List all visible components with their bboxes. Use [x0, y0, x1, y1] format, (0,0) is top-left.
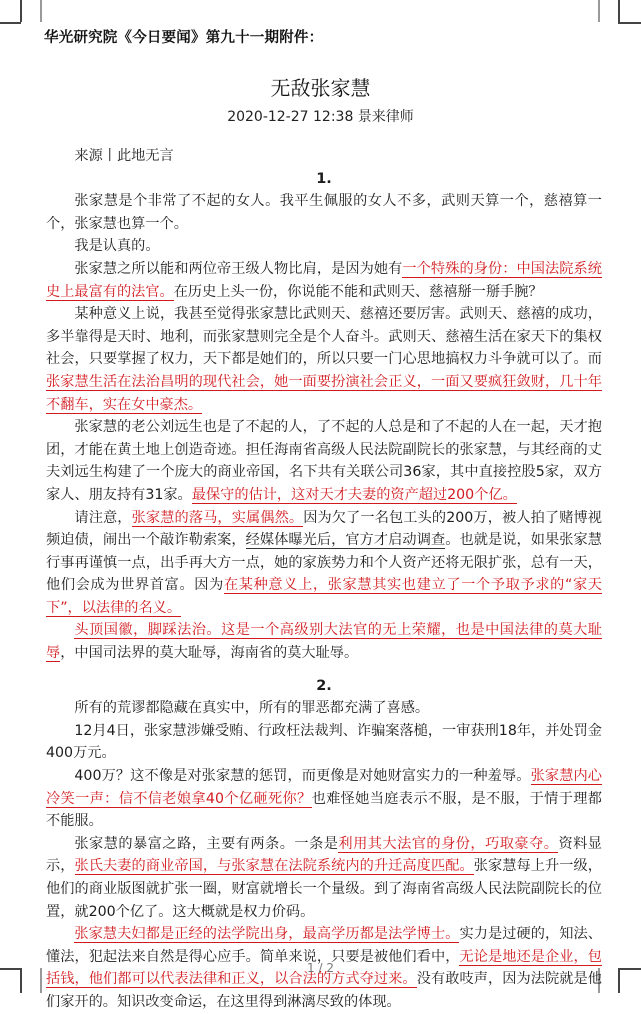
paragraph: 头顶国徽，脚踩法治。这是一个高级别大法官的无上荣耀，也是中国法律的莫大耻辱，中国司法界的莫大耻辱，海南省的莫大耻辱。: [46, 622, 602, 662]
page-number: 1 / 2: [307, 961, 334, 975]
paragraph: 张家慧的老公刘远生也是了不起的人，了不起的人总是和了不起的人在一起，天才抱团，才能在黄土地上创造奇迹。担任海南省高级人民法院副院长的张家慧，与其经商的丈夫刘远生构建了一个庞大的商业帝国，名下共有关联公司36家，其中直接控股5家，双方家人、朋友持有31家。最保守的估计，这对天才夫妻的资产超过200个亿。: [46, 419, 602, 503]
paragraph: 所有的荒谬都隐藏在真实中，所有的罪恶都充满了喜感。: [74, 700, 430, 717]
article-body: [46, 145, 602, 1014]
crop-mark-tr-h: [618, 22, 641, 24]
crop-mark-tl: [20, 0, 22, 22]
crop-mark-tr: [618, 0, 620, 22]
highlight-text: 头顶国徽，脚踩法治。这是一个高级别大法官的无上荣耀，也是中国法律的莫大耻辱: [46, 622, 602, 662]
paragraph: 400万？这不像是对张家慧的惩罚，而更像是对她财富实力的一种羞辱。张家慧内心冷笑一声：信不信老娘拿40个亿砸死你？也难怪她当庭表示不服，是不服，于情于理都不能服。: [46, 768, 602, 830]
highlight-text: 张家慧内心冷笑一声：信不信老娘拿40个亿砸死你？: [46, 768, 602, 807]
highlight-text: 张家慧夫妇都是正经的法学院出身，最高学历都是法学博士。: [74, 926, 460, 943]
paragraph: 我是认真的。: [74, 238, 160, 255]
source-line: 来源丨此地无言: [74, 148, 174, 164]
crop-mark-tl2: [40, 0, 42, 22]
paragraph: 张家慧是个非常了不起的女人。我平生佩服的女人不多，武则天算一个，慈禧算一个，张家慧也算一个。: [46, 193, 602, 232]
crop-mark-tr2: [598, 0, 600, 22]
crop-mark-tl-h: [0, 22, 21, 24]
highlight-text: 张氏夫妻的商业帝国，与张家慧在法院系统内的升迁高度匹配。: [74, 858, 474, 875]
document-header: 华光研究院《今日要闻》第九十一期附件：: [44, 30, 324, 46]
article-meta: 2020-12-27 12:38 景来律师: [227, 109, 414, 125]
paragraph: 张家慧夫妇都是正经的法学院出身，最高学历都是法学博士。实力是过硬的，知法、懂法，犯起法来自然是得心应手。简单来说，只要是被他们看中，无论是地还是企业，包括钱，他们都可以代表法律和正义，以合法的方式夺过来。没有敢吱声，因为法院就是他们家开的。知识改变命运，在这里得到淋漓尽致的体现。: [46, 926, 602, 1010]
highlight-text: 张家慧生活在法治昌明的现代社会，她一面要扮演社会正义，一面又要疯狂敛财，几十年不翻车，实在女中豪杰。: [46, 373, 602, 413]
paragraph: 12月4日，张家慧涉嫌受贿、行政枉法裁判、诈骗案落槌，一审获刑18年，并处罚金400万元。: [46, 722, 602, 762]
highlight-text: 一个特殊的身份：中国法院系统史上最富有的法官。: [46, 260, 602, 300]
highlight-text: 最保守的估计，这对天才夫妻的资产超过200个亿。: [191, 486, 517, 503]
underlined-text: 经媒体曝光后，官方才启动调查: [245, 532, 446, 549]
article-title: 无敌张家慧: [270, 76, 371, 100]
section-number-2: 2.: [316, 677, 332, 694]
section-number-1: 1.: [316, 170, 332, 187]
paragraph: 请注意，张家慧的落马，实属偶然。因为欠了一名包工头的200万，被人拍了赌博视频迫债，闹出一个敲诈勒索案，经媒体曝光后，官方才启动调查。也就是说，如果张家慧行事再谨慎一点，出手再大方一点，她的家族势力和个人资产还将无限扩张，总有一天，他们会成为世界首富。因为在某种意义上，张家慧其实也建立了一个予取予求的“家天下”，以法律的名义。: [46, 509, 602, 616]
paragraph: 张家慧之所以能和两位帝王级人物比肩，是因为她有一个特殊的身份：中国法院系统史上最富有的法官。在历史上头一份，你说能不能和武则天、慈禧掰一掰手腕？: [46, 260, 602, 300]
highlight-text: 在某种意义上，张家慧其实也建立了一个予取予求的“家天下”，以法律的名义。: [46, 577, 602, 616]
paragraph: 某种意义上说，我甚至觉得张家慧比武则天、慈禧还要厉害。武则天、慈禧的成功，多半靠得是天时、地利，而张家慧则完全是个人奋斗。武则天、慈禧生活在家天下的集权社会，只要掌握了权力，天下都是她们的，所以只要一门心思地搞权力斗争就可以了。而张家慧生活在法治昌明的现代社会，她一面要扮演社会正义，一面又要疯狂敛财，几十年不翻车，实在女中豪杰。: [46, 306, 602, 413]
highlight-text: 张家慧的落马，实属偶然。: [131, 509, 304, 526]
highlight-text: 无论是地还是企业，包括钱，他们都可以代表法律和正义，以合法的方式夺过来。: [46, 948, 602, 988]
paragraph: 张家慧的暴富之路，主要有两条。一条是利用其大法官的身份，巧取豪夺。资料显示，张氏夫妻的商业帝国，与张家慧在法院系统内的升迁高度匹配。张家慧每上升一级，他们的商业版图就扩张一圈，财富就增长一个量级。到了海南省高级人民法院副院长的位置，就200个亿了。这大概就是权力价码。: [46, 835, 602, 920]
highlight-text: 利用其大法官的身份，巧取豪夺。: [338, 835, 559, 852]
